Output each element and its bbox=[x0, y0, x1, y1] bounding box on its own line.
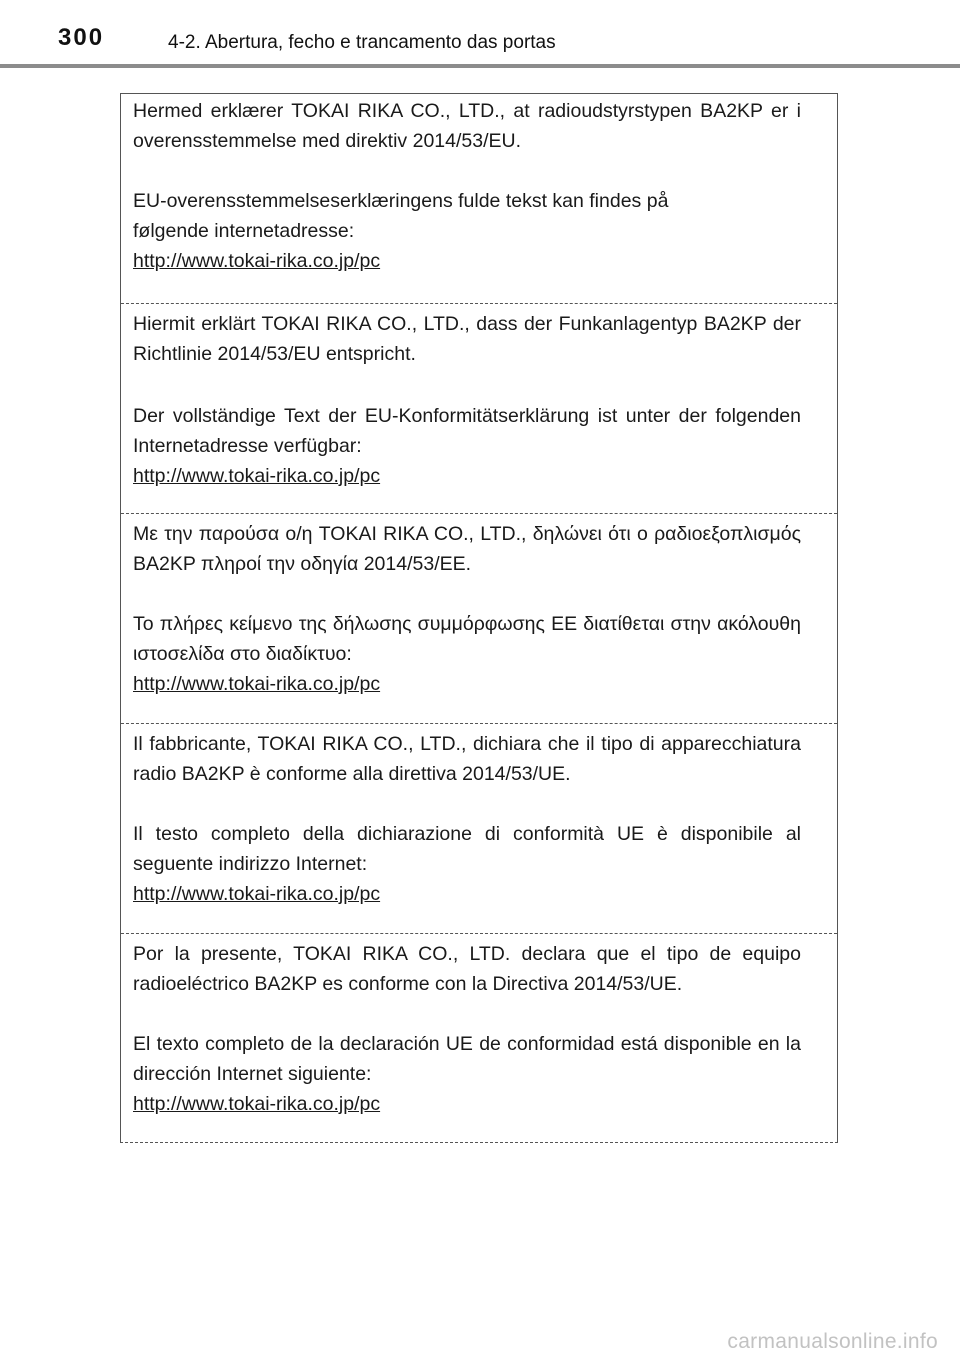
declaration-block-danish bbox=[121, 94, 837, 303]
declaration-availability: Το πλήρες κείμενο της δήλωσης συμμόρφωσης ΕΕ διατίθεται στην ακόλουθη ιστοσελίδα στο διαδίκτυο: bbox=[133, 613, 801, 665]
declaration-statement: Por la presente, TOKAI RIKA CO., LTD. declara que el tipo de equipo radioeléctrico BA2KP es conforme con la Directiva 2014/53/UE. bbox=[133, 943, 801, 995]
declaration-availability: EU-overensstemmelseserklæringens fulde tekst kan findes på følgende internetadresse: bbox=[133, 190, 669, 242]
declaration-block-german bbox=[121, 303, 837, 513]
declaration-block-spanish bbox=[121, 933, 837, 1143]
declaration-statement: Με την παρούσα ο/η TOKAI RIKA CO., LTD., δηλώνει ότι ο ραδιοεξοπλισμός BA2KP πληροί την οδηγία 2014/53/ΕΕ. bbox=[133, 523, 801, 575]
declarations-box bbox=[120, 93, 838, 1143]
declaration-statement: Hermed erklærer TOKAI RIKA CO., LTD., at radioudstyrstypen BA2KP er i overensstemmelse med direktiv 2014/53/EU. bbox=[133, 100, 801, 152]
declaration-statement: Il fabbricante, TOKAI RIKA CO., LTD., dichiara che il tipo di apparecchiatura radio BA2KP è conforme alla direttiva 2014/53/UE. bbox=[133, 733, 801, 785]
page-header bbox=[0, 0, 960, 70]
declaration-availability: Il testo completo della dichiarazione di conformità UE è disponibile al seguente indirizzo Internet: bbox=[133, 823, 801, 875]
page-number: 300 bbox=[58, 24, 105, 51]
declaration-block-italian bbox=[121, 723, 837, 933]
watermark: carmanualsonline.info bbox=[727, 1330, 938, 1353]
declaration-url-link[interactable]: http://www.tokai-rika.co.jp/pc bbox=[133, 673, 381, 695]
section-title: 4-2. Abertura, fecho e trancamento das portas bbox=[168, 32, 556, 53]
declaration-url-link[interactable]: http://www.tokai-rika.co.jp/pc bbox=[133, 883, 381, 905]
declaration-url-link[interactable]: http://www.tokai-rika.co.jp/pc bbox=[133, 250, 381, 272]
declaration-url-link[interactable]: http://www.tokai-rika.co.jp/pc bbox=[133, 1093, 381, 1115]
declaration-availability: Der vollständige Text der EU-Konformitätserklärung ist unter der folgenden Internetadresse verfügbar: bbox=[133, 405, 801, 457]
declaration-url-link[interactable]: http://www.tokai-rika.co.jp/pc bbox=[133, 465, 381, 487]
declaration-block-greek bbox=[121, 513, 837, 723]
declaration-availability: El texto completo de la declaración UE de conformidad está disponible en la dirección Internet siguiente: bbox=[133, 1033, 801, 1085]
declaration-statement: Hiermit erklärt TOKAI RIKA CO., LTD., dass der Funkanlagentyp BA2KP der Richtlinie 2014/53/EU entspricht. bbox=[133, 313, 801, 365]
header-rule bbox=[0, 64, 960, 68]
